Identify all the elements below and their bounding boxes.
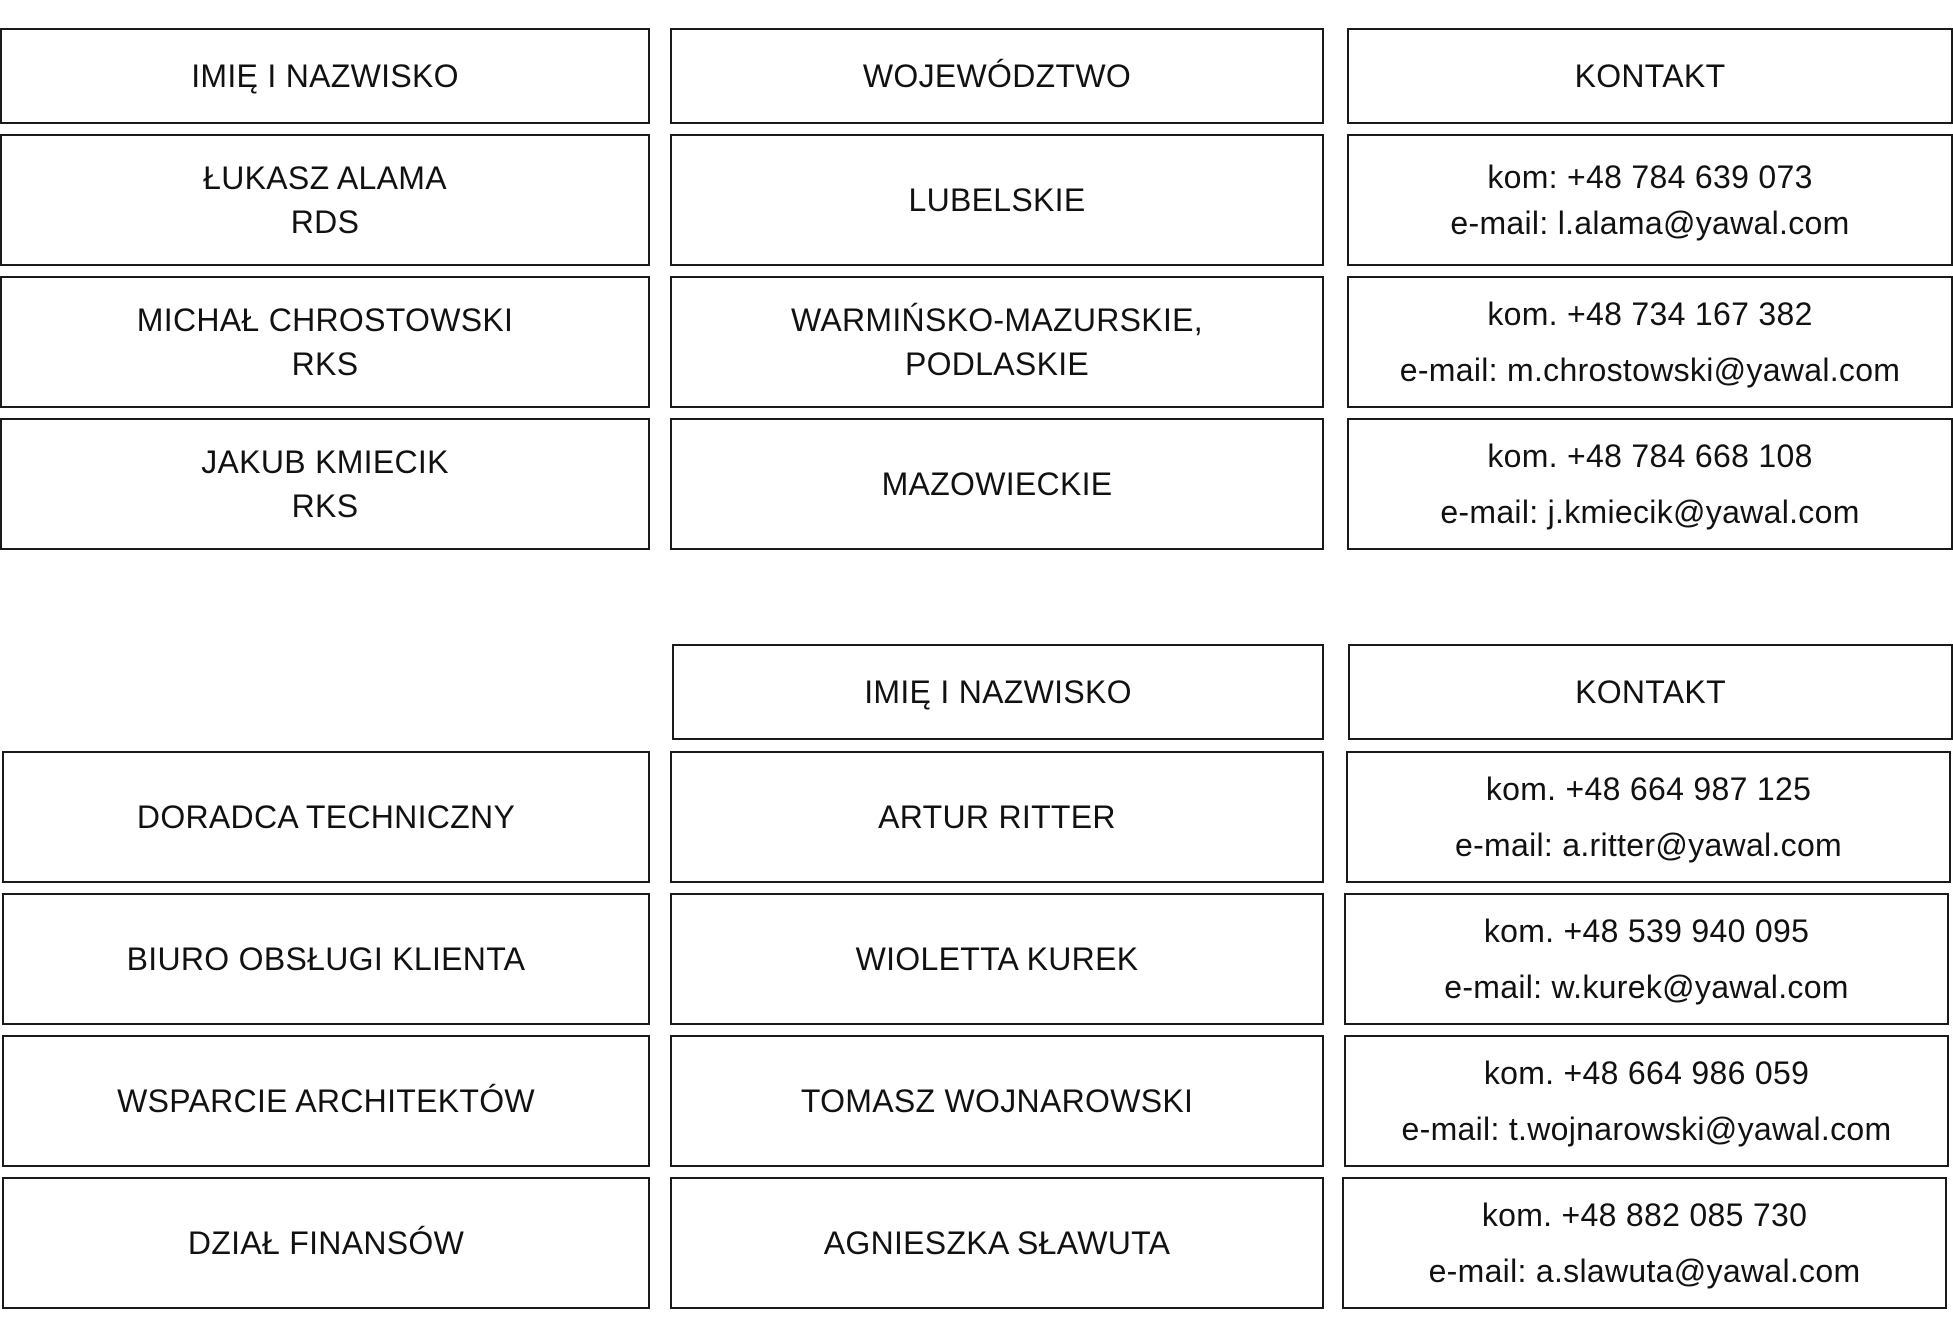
dept-row-1-department	[2, 751, 650, 883]
person-name: MICHAŁ CHROSTOWSKI	[136, 302, 514, 338]
phone-number[interactable]: kom. +48 539 940 095	[1483, 913, 1810, 949]
phone-number[interactable]: kom. +48 734 167 382	[1487, 296, 1813, 332]
dept-row-3-contact	[1344, 1035, 1949, 1167]
dept-row-4-name	[670, 1177, 1324, 1309]
regional-row-3-region	[670, 418, 1324, 550]
header-region	[670, 28, 1324, 124]
email-address[interactable]: e-mail: m.chrostowski@yawal.com	[1399, 352, 1901, 388]
dept-row-2-name	[670, 893, 1324, 1025]
regional-row-1-region	[670, 134, 1324, 266]
dept-row-1-contact	[1346, 751, 1951, 883]
regional-row-3-name	[0, 418, 650, 550]
regional-row-1-contact	[1347, 134, 1953, 266]
regional-row-3-contact	[1347, 418, 1953, 550]
region-label: MAZOWIECKIE	[881, 466, 1113, 502]
dept-row-3-department	[2, 1035, 650, 1167]
person-name: AGNIESZKA SŁAWUTA	[823, 1225, 1171, 1261]
department-label: DZIAŁ FINANSÓW	[187, 1225, 465, 1261]
person-role: RKS	[291, 488, 359, 524]
region-label: LUBELSKIE	[908, 182, 1086, 218]
person-name: ARTUR RITTER	[878, 799, 1116, 835]
regional-row-2-region	[670, 276, 1324, 408]
email-address[interactable]: e-mail: l.alama@yawal.com	[1450, 205, 1850, 241]
person-role: RKS	[291, 346, 359, 382]
email-address[interactable]: e-mail: a.slawuta@yawal.com	[1428, 1253, 1861, 1289]
header-name-label: IMIĘ I NAZWISKO	[191, 58, 459, 94]
person-name: ŁUKASZ ALAMA	[203, 160, 447, 196]
dept-row-3-name	[670, 1035, 1324, 1167]
dept-header-contact-label: KONTAKT	[1575, 674, 1726, 710]
header-region-label: WOJEWÓDZTWO	[862, 58, 1132, 94]
person-name: TOMASZ WOJNAROWSKI	[800, 1083, 1194, 1119]
regional-row-1-name	[0, 134, 650, 266]
department-label: WSPARCIE ARCHITEKTÓW	[117, 1083, 535, 1119]
region-label-line-2: PODLASKIE	[904, 346, 1090, 382]
dept-header-name	[672, 644, 1324, 740]
dept-row-1-name	[670, 751, 1324, 883]
dept-header-contact	[1348, 644, 1953, 740]
person-role: RDS	[290, 204, 360, 240]
phone-number[interactable]: kom. +48 784 668 108	[1487, 438, 1813, 474]
dept-row-2-department	[2, 893, 650, 1025]
dept-row-2-contact	[1344, 893, 1949, 1025]
person-name: WIOLETTA KUREK	[855, 941, 1139, 977]
department-label: BIURO OBSŁUGI KLIENTA	[126, 941, 526, 977]
header-contact-label: KONTAKT	[1574, 58, 1726, 94]
regional-row-2-name	[0, 276, 650, 408]
person-name: JAKUB KMIECIK	[201, 444, 449, 480]
department-label: DORADCA TECHNICZNY	[136, 799, 516, 835]
header-contact	[1347, 28, 1953, 124]
email-address[interactable]: e-mail: w.kurek@yawal.com	[1444, 969, 1849, 1005]
dept-header-name-label: IMIĘ I NAZWISKO	[864, 674, 1132, 710]
phone-number[interactable]: kom. +48 882 085 730	[1481, 1197, 1808, 1233]
email-address[interactable]: e-mail: j.kmiecik@yawal.com	[1440, 494, 1860, 530]
phone-number[interactable]: kom. +48 664 987 125	[1485, 771, 1812, 807]
region-label-line-1: WARMIŃSKO-MAZURSKIE,	[791, 302, 1203, 338]
email-address[interactable]: e-mail: a.ritter@yawal.com	[1454, 827, 1843, 863]
email-address[interactable]: e-mail: t.wojnarowski@yawal.com	[1401, 1111, 1892, 1147]
regional-row-2-contact	[1347, 276, 1953, 408]
dept-row-4-contact	[1342, 1177, 1947, 1309]
phone-number[interactable]: kom: +48 784 639 073	[1487, 159, 1813, 195]
dept-row-4-department	[2, 1177, 650, 1309]
header-name	[0, 28, 650, 124]
phone-number[interactable]: kom. +48 664 986 059	[1483, 1055, 1810, 1091]
